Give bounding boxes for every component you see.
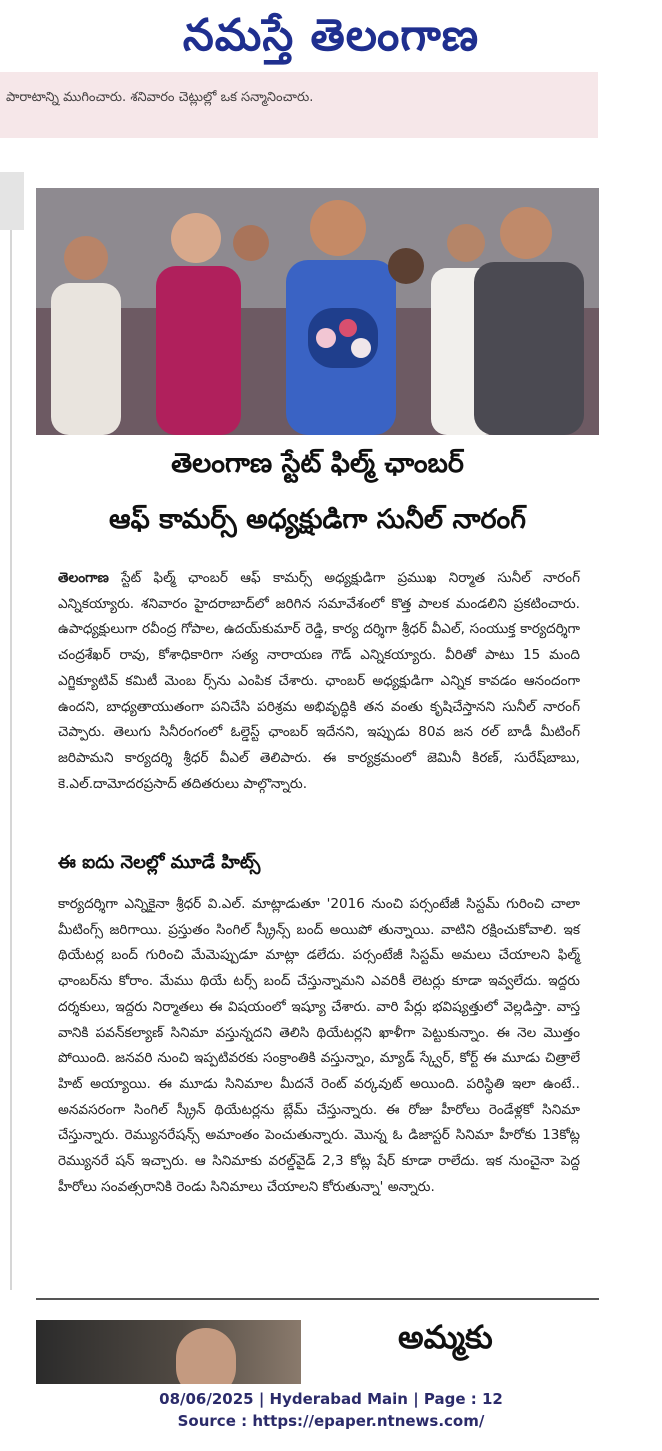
column-divider <box>10 230 12 1290</box>
article-paragraph-1 <box>58 566 580 797</box>
photo-face <box>176 1328 236 1384</box>
adjacent-column-edge <box>0 172 24 230</box>
previous-article-strip <box>0 72 598 138</box>
previous-article-cut-text: పారాటాన్ని ముగించారు. శనివారం చెట్లుల్లో ఒక సన్మానించారు. <box>6 90 314 105</box>
article-divider <box>36 1298 599 1300</box>
next-article-headline: అమ్మకు <box>398 1318 493 1356</box>
next-article-photo <box>36 1320 301 1384</box>
group-photo-illustration <box>36 188 599 435</box>
article-paragraph-2: కార్యదర్శిగా ఎన్నికైనా శ్రీధర్ వి.ఎల్. మాట్లాడుతూ '2016 నుంచి పర్సంటేజీ సిస్టమ్ గురించి చాలా మీటింగ్స్ జరిగాయి. ప్రస్తుతం సింగిల్ స్క్రీన్స్ బంద్ అయిపో తున్నాయి. వాటిని రక్షించుకోవాలి. ఇక థియేటర్ల బంద్ గురించి మేమెప్పుడూ మాట్లా డలేదు. పర్సంటేజీ సిస్టమ్ అమలు చేయాలని ఫిల్మ్ ఛాంబర్‌ను కోరాం. మేము థియే టర్స్ బంద్ చేస్తున్నామని ఎవరికీ లెటర్లు కూడా ఇవ్వలేదు. ఇద్దరు దర్శకులు, ఇద్దరు నిర్మాతలు ఈ విషయంలో ఇష్యూ చేశారు. వారి పేర్లు భవిష్యత్తులో వెల్లడిస్తా. వాస్త వానికి పవన్‌కల్యాణ్ సినిమా వస్తున్నదని తెలిసి థియేటర్లని ఖాళీగా పెట్టుకున్నాం. ఈ నెల మొత్తం పోయింది. జనవరి నుంచి ఇప్పటివరకు సంక్రాంతికి వస్తున్నాం, మ్యాడ్ స్క్వేర్, కోర్ట్ ఈ మూడు చిత్రాలే హిట్ అయ్యాయి. ఈ మూడు సినిమాల మీదనే రెంట్ వర్కవుట్ అయింది. పరిస్థితి ఇలా ఉంటే.. అనవసరంగా సింగిల్ స్క్రీన్ థియేటర్లను బ్లేమ్ చేస్తున్నారు. ఈ రోజు హీరోలు రెండేళ్లకో సినిమా చేస్తున్నారు. రెమ్యునరేషన్స్ అమాంతం పెంచుతున్నారు. మొన్న ఓ డిజాస్టర్ సినిమా హీరోకు 13కోట్ల రెమ్యునరే షన్ ఇచ్చారు. ఆ సినిమాకు వరల్డ్‌వైడ్ 2,3 కోట్ల షేర్ కూడా రాలేదు. ఇక నుంచైనా పెద్ద హీరోలు సంవత్సరానికి రెండు సినిమాలు చేయాలని కోరుతున్నా' అన్నారు. <box>58 896 580 1195</box>
headline-line-2: ఆఫ్ కామర్స్ అధ్యక్షుడిగా సునీల్ నారంగ్ <box>109 504 526 535</box>
paragraph-1-text: స్టేట్ ఫిల్మ్ ఛాంబర్ ఆఫ్ కామర్స్ అధ్యక్షుడిగా ప్రముఖ నిర్మాత సునీల్ నారంగ్ ఎన్నికయ్యారు. శనివారం హైదరాబాద్‌లో జరిగిన సమావేశంలో కొత్త పాలక మండలిని ప్రకటించారు. ఉపాధ్యక్షులుగా రవీంద్ర గోపాల, ఉదయ్‌కుమార్ రెడ్డి, కార్య దర్శిగా శ్రీధర్ వీఎల్, సంయుక్త కార్యదర్శిగా చంద్రశేఖర్ రావు, కోశాధికారిగా సత్య నారాయణ గౌడ్ ఎన్నికయ్యారు. వీరితో పాటు 15 మంది ఎగ్జిక్యూటివ్ కమిటీ మెంబ ర్స్‌ను ఎంపిక చేశారు. ఛాంబర్ అధ్యక్షుడిగా ఎన్నిక కావడం ఆనందంగా ఉందని, బాధ్యతాయుతంగా పనిచేసి పరిశ్రమ అభివృద్ధికి తన వంతు కృషిచేస్తానని సునీల్ నారంగ్ చెప్పారు. తెలుగు సినీరంగంలో ఓల్డెస్ట్ ఛాంబర్ ఇదేనని, ఇప్పుడు 80వ జన రల్ బాడీ మీటింగ్ జరిపామని కార్యదర్శి శ్రీధర్ వీఎల్ తెలిపారు. ఈ కార్యక్రమంలో జెమినీ కిరణ్, సురేష్‌బాబు, కె.ఎల్.దామోదరప్రసాద్ తదితరులు పాల్గొన్నారు. <box>58 570 581 792</box>
newspaper-logo-title: నమస్తే తెలంగాణ <box>182 10 480 61</box>
edition-info: 08/06/2025 | Hyderabad Main | Page : 12 <box>159 1390 503 1408</box>
headline-line-1: తెలంగాణ స్టేట్ ఫిల్మ్ ఛాంబర్ <box>171 448 464 479</box>
masthead <box>0 0 662 72</box>
source-url[interactable]: Source : https://epaper.ntnews.com/ <box>177 1412 485 1430</box>
article-photo <box>36 188 599 435</box>
article-subhead: ఈ ఐదు నెలల్లో మూడే హిట్స్ <box>58 852 261 873</box>
lead-word: తెలంగాణ <box>58 570 109 586</box>
